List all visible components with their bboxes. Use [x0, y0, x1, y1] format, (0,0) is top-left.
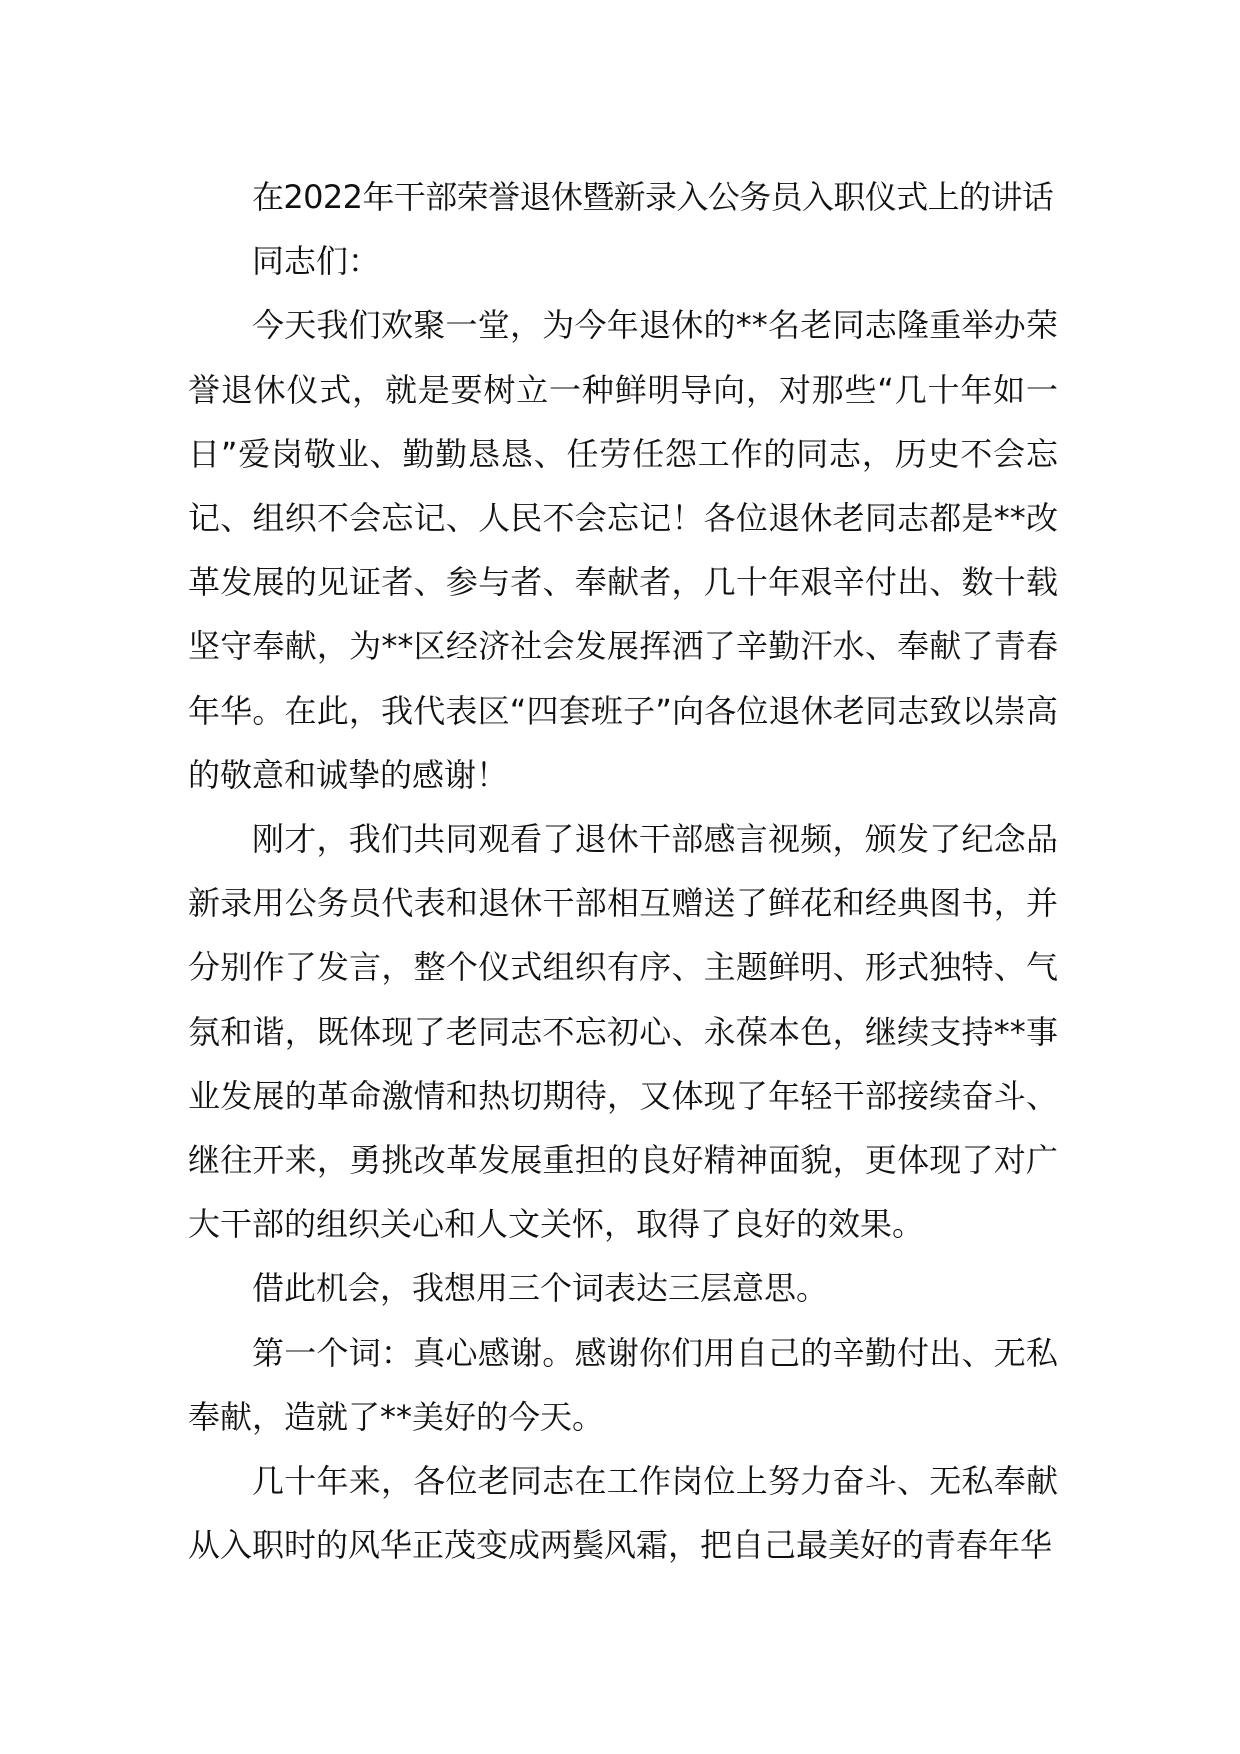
speech-title: 在2022年干部荣誉退休暨新录入公务员入职仪式上的讲话 [252, 178, 1054, 216]
paragraph: 刚才，我们共同观看了退休干部感言视频，颁发了纪念品新录用公务员代表和退休干部相互赠送了鲜花和经典图书，并分别作了发言，整个仪式组织有序、主题鲜明、形式独特、气氛和谐，既体现了老同志不忘初心、永葆本色，继续支持**事业发展的革命激情和热切期待，又体现了年轻干部接续奋斗、继往开来，勇挑改革发展重担的良好精神面貌，更体现了对广大干部的组织关心和人文关怀，取得了良好的效果。 [188, 820, 1058, 1244]
salutation: 同志们： [252, 242, 381, 281]
paragraph: 今天我们欢聚一堂，为今年退休的**名老同志隆重举办荣誉退休仪式，就是要树立一种鲜明导向，对那些“几十年如一日”爱岗敬业、勤勤恳恳、任劳任怨工作的同志，历史不会忘记、组织不会忘记、人民不会忘记！各位退休老同志都是**改革发展的见证者、参与者、奉献者，几十年艰辛付出、数十载坚守奉献，为**区经济社会发展挥洒了辛勤汗水、奉献了青春年华。在此，我代表区“四套班子”向各位退休老同志致以崇高的敬意和诚挚的感谢！ [188, 306, 1058, 794]
paragraph: 借此机会，我想用三个词表达三层意思。 [252, 1269, 829, 1308]
paragraph: 第一个词：真心感谢。感谢你们用自己的辛勤付出、无私奉献，造就了**美好的今天。 [188, 1333, 1058, 1436]
paragraph: 几十年来，各位老同志在工作岗位上努力奋斗、无私奉献从入职时的风华正茂变成两鬓风霜，把自己最美好的青春年华 [188, 1462, 1058, 1565]
document-page [188, 165, 1058, 1577]
